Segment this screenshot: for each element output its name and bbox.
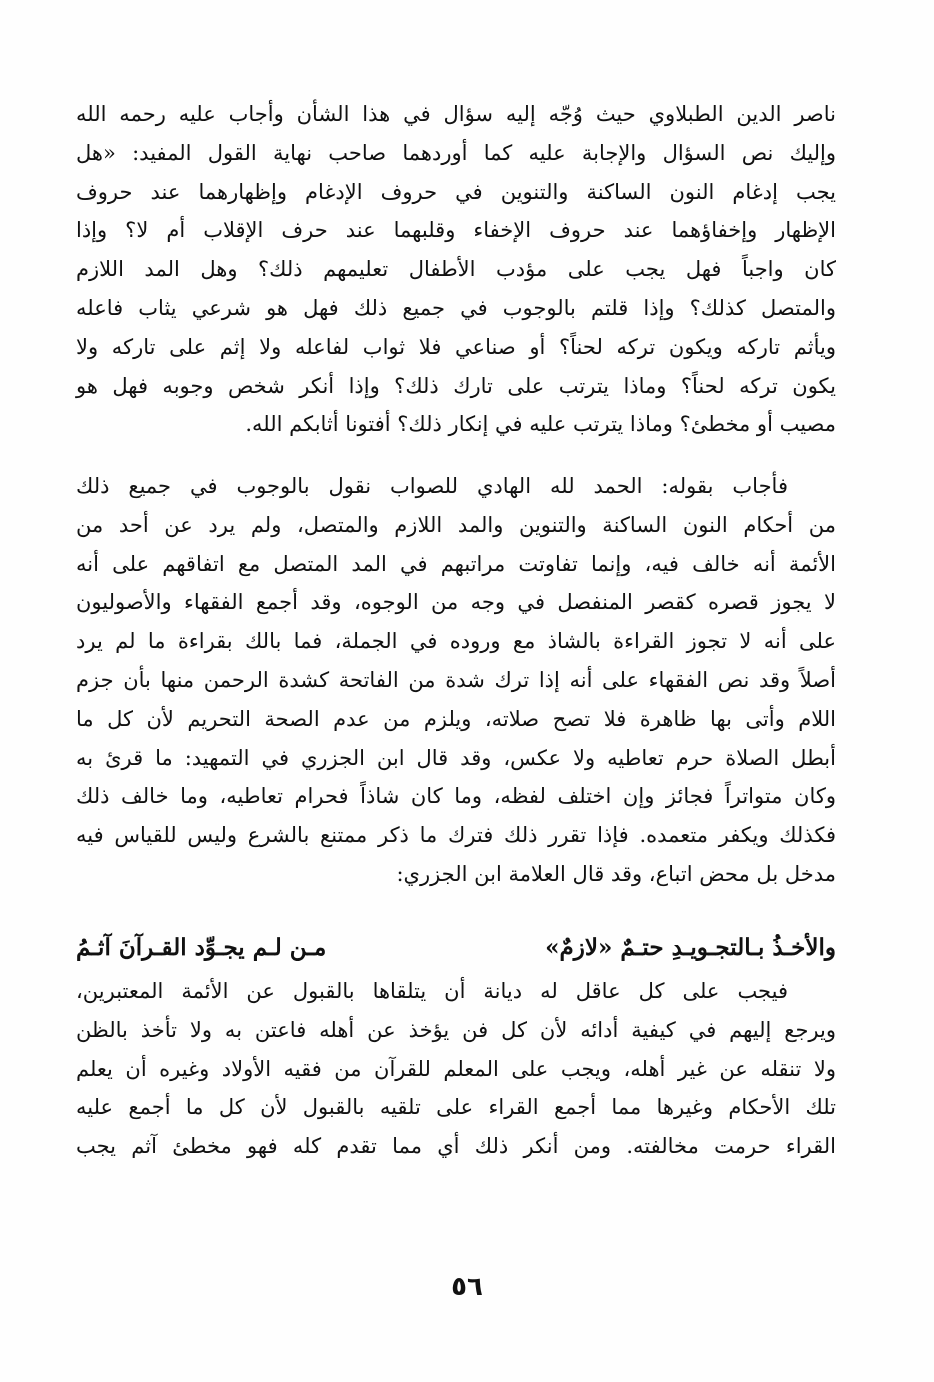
text-line: ناصر الدين الطبلاوي حيث وُجّه إليه سؤال في هذا الشأن وأجاب عليه رحمه الله	[76, 102, 836, 126]
text-line: مصيب أو مخطئ؟ وماذا يترتب عليه في إنكار ذلك؟ أفتونا أثابكم الله.	[245, 412, 836, 437]
text-line: فكذلك ويكفر متعمده. فإذا تقرر ذلك فترك ما ذكر ممتنع بالشرع وليس للقياس فيه	[76, 823, 836, 848]
text-line: من أحكام النون الساكنة والتنوين والمد اللازم والمتصل، ولم يرد عن أحد من	[76, 512, 836, 537]
paragraph-conclusion	[76, 972, 836, 1166]
text-line: مدخل بل محض اتباع، وقد قال العلامة ابن الجزري:	[396, 861, 836, 886]
text-line: على أنه لا تجوز القراءة بالشاذ مع وروده في الجملة، فما بالك بقراءة ما لم يرد	[76, 629, 836, 654]
paragraph-answer	[76, 467, 836, 894]
text-line: الإظهار وإخفاؤهما عند حروف الإخفاء وقلبهما عند حرف الإقلاب أم لا؟ وإذا	[76, 218, 836, 243]
text-line: لا يجوز قصره كقصر المنفصل في وجه من الوجوه، وقد أجمع الفقهاء والأصوليون	[76, 590, 836, 615]
text-line: تلك الأحكام وغيرها مما أجمع القراء على تلقيه بالقبول لأن كل ما أجمع عليه	[76, 1095, 836, 1120]
text-line: القراء حرمت مخالفته. ومن أنكر ذلك أي مما تقدم كله فهو مخطئ آثم يجب	[76, 1134, 836, 1159]
paragraph-question	[76, 95, 836, 444]
page-number: ٥٦	[451, 1272, 483, 1302]
text-line: أصلاً وقد نص الفقهاء على أنه إذا ترك شدة من الفاتحة كشدة الرحمن منها بأن جزم	[76, 667, 836, 692]
text-line: كان واجباً فهل يجب على مؤدب الأطفال تعليمهم ذلك؟ وهل المد اللازم	[76, 257, 836, 282]
text-line: فيجب على كل عاقل له ديانة أن يتلقاها بالقبول عن الأئمة المعتبرين،	[76, 979, 788, 1003]
text-line: وكان متواتراً فجائز وإن اختلف لفظه، وما كان شاذاً فحرام تعاطيه، وما خالف ذلك	[76, 784, 836, 809]
text-line: ويرجع إليهم في كيفية أدائه لأن كل فن يؤخذ عن أهله فاعتن به ولا تأخذ بالظن	[76, 1017, 836, 1042]
poem-verse	[76, 926, 836, 970]
text-line: يكون تركه لحناً؟ وماذا يترتب على تارك ذلك؟ وإذا أنكر شخص وجوبه فهل هو	[76, 373, 836, 398]
text-line: الأئمة أنه خالف فيه، وإنما تفاوتت مراتبهم في المد المتصل مع اتفاقهم على أنه	[76, 551, 836, 576]
verse-second-hemistich: مـن لـم يجـوِّد القـرآنَ آثـمُ	[76, 934, 327, 961]
text-line: ويأثم تاركه ويكون تركه لحناً؟ أو صناعي فلا ثواب لفاعله ولا إثم على تاركه ولا	[76, 334, 836, 359]
text-line: ولا تنقله عن غير أهله، ويجب على المعلم للقرآن من فقيه الأولاد وغيره أن يعلم	[76, 1056, 836, 1081]
text-line: والمتصل كذلك؟ وإذا قلتم بالوجوب في جميع ذلك فهل هو شرعي يثاب فاعله	[76, 295, 836, 320]
text-line: اللام وأتى بها ظاهرة فلا تصح صلاته، ويلزم من عدم الصحة التحريم لأن كل ما	[76, 706, 836, 731]
verse-first-hemistich: والأخـذُ بـالتجـويـدِ حتـمٌ «لازمٌ»	[545, 934, 836, 961]
text-line: وإليك نص السؤال والإجابة عليه كما أوردهما صاحب نهاية القول المفيد: «هل	[76, 140, 836, 165]
text-line: يجب إدغام النون الساكنة والتنوين في حروف الإدغام وإظهارهما عند حروف	[76, 179, 836, 204]
text-line: أبطل الصلاة حرم تعاطيه ولا عكس، وقد قال ابن الجزري في التمهيد: ما قرئ به	[76, 745, 836, 770]
text-line: فأجاب بقوله: الحمد لله الهادي للصواب نقول بالوجوب في جميع ذلك	[76, 474, 788, 498]
